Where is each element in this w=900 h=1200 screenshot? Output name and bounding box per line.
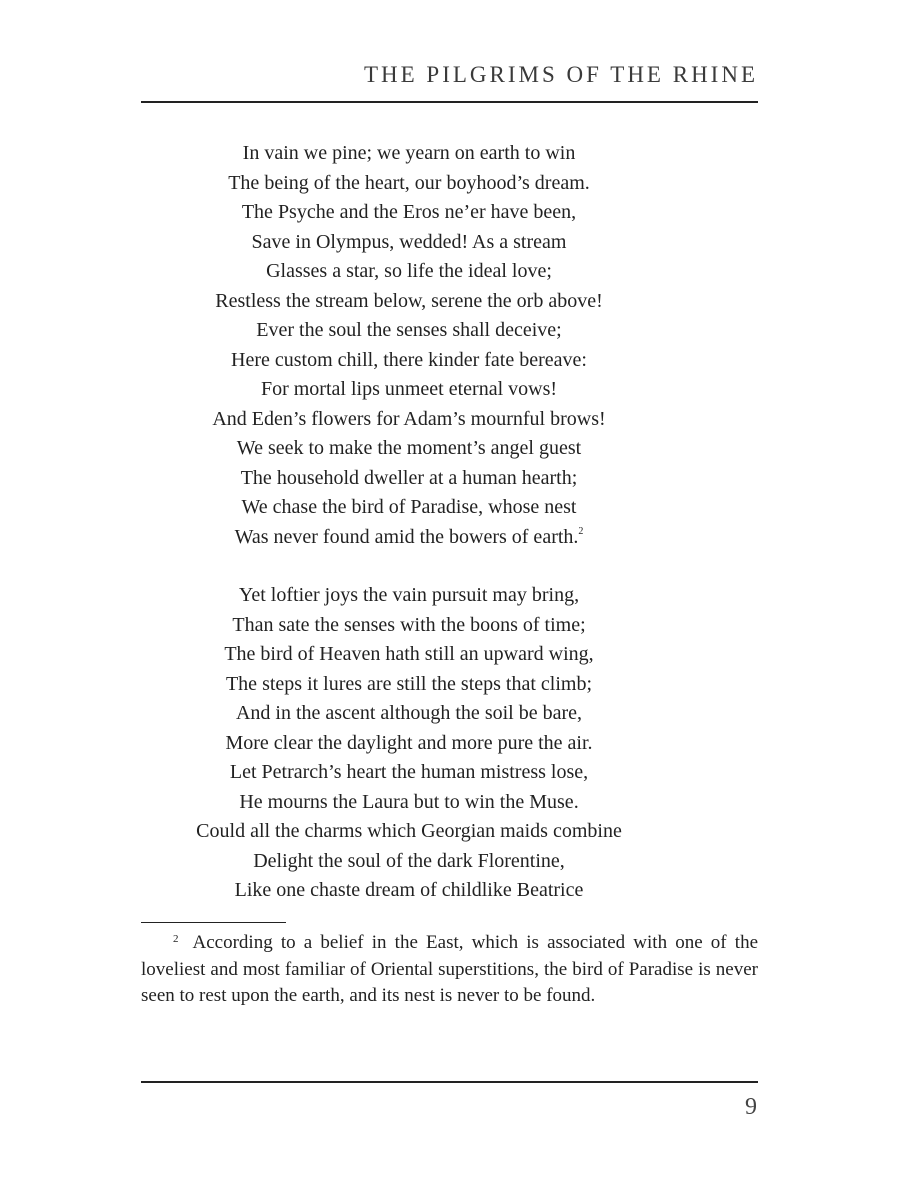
poem <box>141 139 677 906</box>
poem-line: Like one chaste dream of childlike Beatrice <box>234 879 584 901</box>
poem-line: The steps it lures are still the steps that climb; <box>225 672 593 695</box>
poem-line: The household dweller at a human hearth; <box>240 466 578 489</box>
poem-line-with-note <box>141 523 677 553</box>
poem-line: And Eden’s flowers for Adam’s mournful brows! <box>212 407 606 430</box>
poem-line: Ever the soul the senses shall deceive; <box>256 319 562 341</box>
poem-line: Here custom chill, there kinder fate bereave: <box>231 348 587 371</box>
poem-line: Restless the stream below, serene the orb above! <box>215 289 603 312</box>
poem-line: Let Petrarch’s heart the human mistress lose, <box>229 761 589 783</box>
stanza-2 <box>141 581 677 906</box>
poem-line: More clear the daylight and more pure the air. <box>225 731 593 754</box>
page-number: 9 <box>745 1094 757 1120</box>
stanza-1 <box>141 139 677 552</box>
poem-line: Glasses a star, so life the ideal love; <box>266 260 552 282</box>
poem-line-text: Was never found amid the bowers of earth. <box>234 525 579 548</box>
poem-line: Yet loftier joys the vain pursuit may bring, <box>238 584 580 606</box>
poem-line: In vain we pine; we yearn on earth to win <box>242 142 576 164</box>
poem-line: We chase the bird of Paradise, whose nest <box>241 496 577 518</box>
poem-line: For mortal lips unmeet eternal vows! <box>260 378 558 400</box>
poem-line: We seek to make the moment’s angel guest <box>236 437 582 459</box>
poem-line: Than sate the senses with the boons of time; <box>232 613 586 636</box>
footnote-number: 2 <box>173 933 179 945</box>
poem-line: The Psyche and the Eros ne’er have been, <box>241 201 577 223</box>
poem-line: Could all the charms which Georgian maids combine <box>196 820 622 842</box>
footnote <box>141 930 758 1010</box>
running-header-title: THE PILGRIMS OF THE RHINE <box>363 62 758 87</box>
footer-rule <box>141 1081 758 1083</box>
footnote-text: According to a belief in the East, which is associated with one of the loveliest and most familiar of Oriental superstitions, the bird of Paradise is never seen to rest upon the earth, and its nest is never to be found. <box>141 932 758 1006</box>
poem-line: And in the ascent although the soil be bare, <box>235 702 582 724</box>
poem-line: The being of the heart, our boyhood’s dream. <box>228 171 590 194</box>
header-rule <box>141 101 758 103</box>
poem-line: Save in Olympus, wedded! As a stream <box>251 230 567 253</box>
poem-line: The bird of Heaven hath still an upward wing, <box>224 643 594 665</box>
poem-line: He mourns the Laura but to win the Muse. <box>239 790 579 813</box>
footnote-reference[interactable]: 2 <box>578 525 584 537</box>
poem-line: Delight the soul of the dark Florentine, <box>253 849 565 872</box>
footnote-separator <box>141 922 286 923</box>
